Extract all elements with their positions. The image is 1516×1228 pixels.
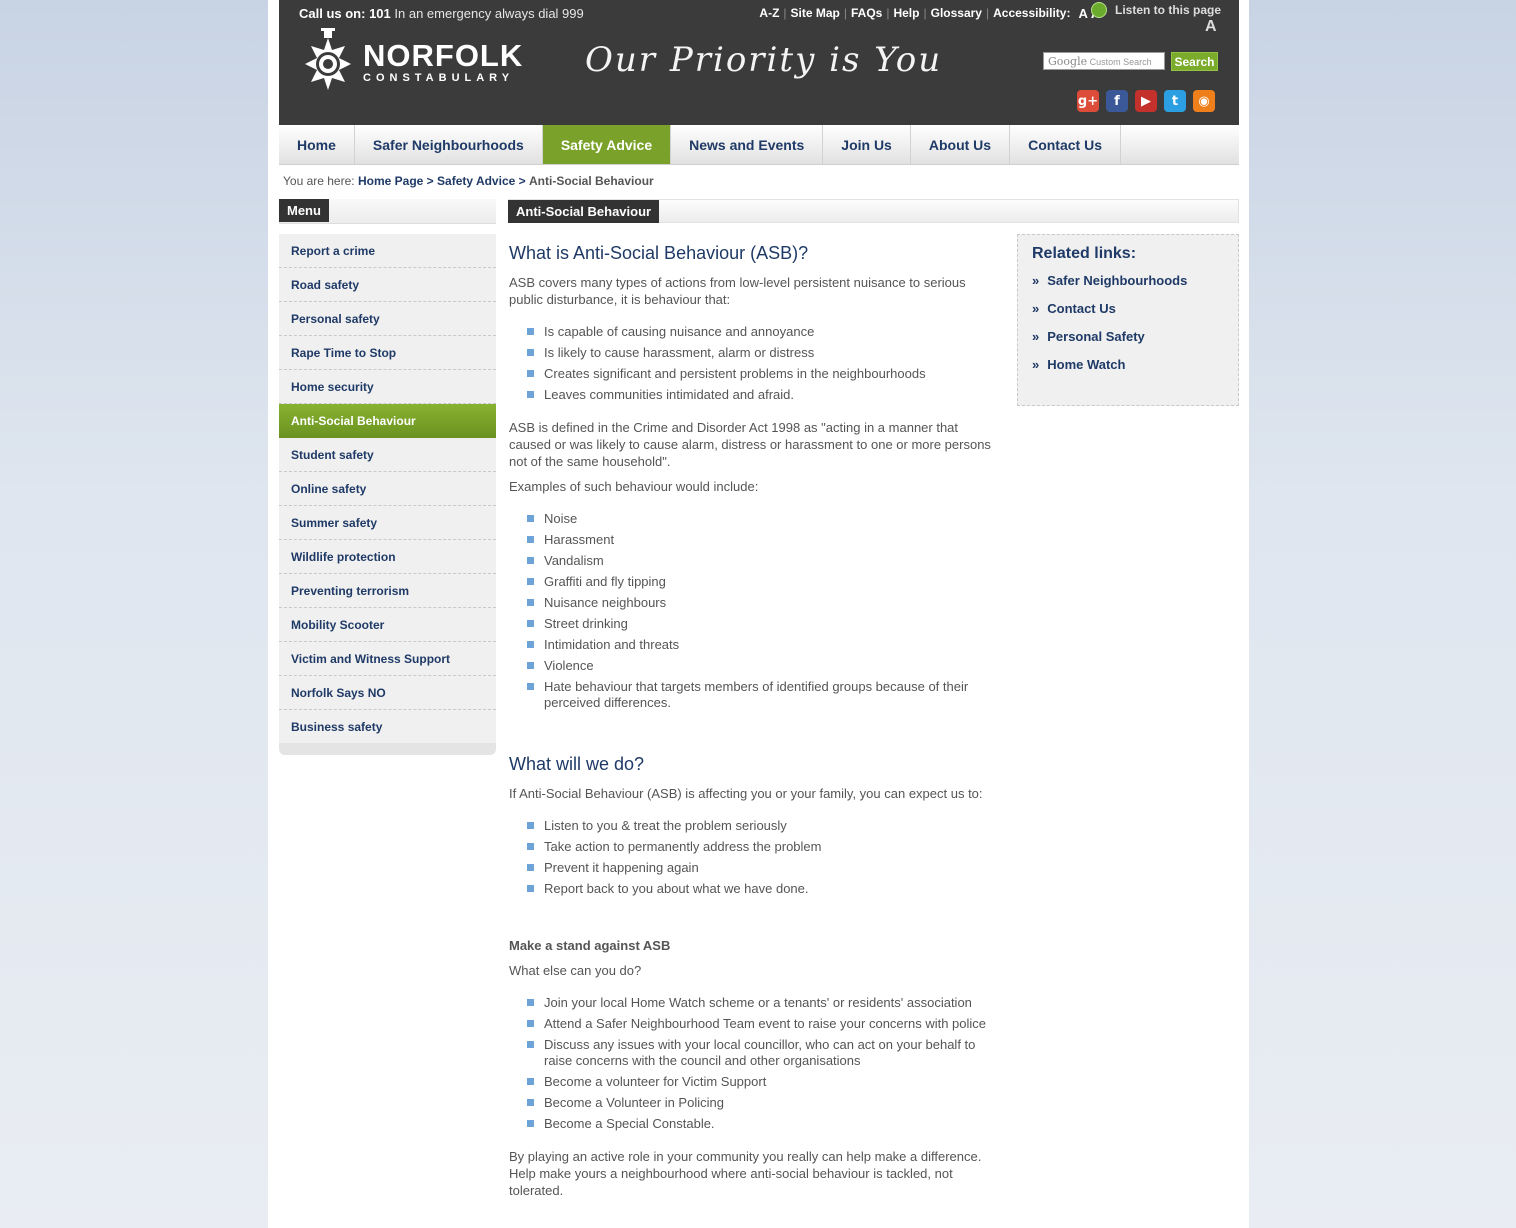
faqs-link[interactable]: FAQs xyxy=(851,6,883,20)
sidebar-item-summer-safety[interactable]: Summer safety xyxy=(279,506,496,540)
search-input[interactable] xyxy=(1043,52,1165,70)
utility-links: A-Z | Site Map | FAQs | Help | Glossary | Accessibility: A xyxy=(759,5,1101,21)
actions-list xyxy=(509,818,1001,897)
sidebar-title: Menu xyxy=(279,199,329,222)
list-item: Leaves communities intimidated and afraid. xyxy=(527,387,1001,403)
nav-tab-join-us[interactable]: Join Us xyxy=(823,125,911,164)
sidebar-item-mobility-scooter[interactable]: Mobility Scooter xyxy=(279,608,496,642)
breadcrumb-prefix: You are here: xyxy=(283,174,355,188)
double-chevron-icon: » xyxy=(1032,329,1040,344)
text-size-small-button[interactable]: A xyxy=(1078,5,1088,21)
search-placeholder: Custom Search xyxy=(1089,57,1152,67)
double-chevron-icon: » xyxy=(1032,273,1040,288)
content-header xyxy=(508,199,1239,223)
list-item: Take action to permanently address the problem xyxy=(527,839,1001,855)
sidebar-menu xyxy=(279,234,496,755)
main-nav xyxy=(279,125,1239,165)
sidebar-item-online-safety[interactable]: Online safety xyxy=(279,472,496,506)
breadcrumb-safety-advice[interactable]: Safety Advice xyxy=(437,174,516,188)
else-intro: What else can you do? xyxy=(509,963,642,978)
list-item: Report back to you about what we have done. xyxy=(527,881,1001,897)
call-us-text: Call us on: 101 In an emergency always dial 999 xyxy=(299,6,584,21)
list-item: Prevent it happening again xyxy=(527,860,1001,876)
list-item: Become a volunteer for Victim Support xyxy=(527,1074,1001,1090)
list-item: Intimidation and threats xyxy=(527,637,1001,653)
intro-paragraph: ASB covers many types of actions from low-level persistent nuisance to serious public disturbance, it is behaviour that: xyxy=(509,275,966,307)
related-link-contact-us[interactable]: » Contact Us xyxy=(1032,301,1116,316)
site-map-link[interactable]: Site Map xyxy=(790,6,840,20)
sidebar-item-business-safety[interactable]: Business safety xyxy=(291,720,383,734)
heading-what-is-asb: What is Anti-Social Behaviour (ASB)? xyxy=(509,243,809,263)
sidebar-item-rape-time-to-stop[interactable]: Rape Time to Stop xyxy=(279,336,496,370)
text-size-large-button[interactable]: A xyxy=(1205,18,1217,35)
sidebar-item-wildlife-protection[interactable]: Wildlife protection xyxy=(279,540,496,574)
list-item: Discuss any issues with your local councillor, who can act on your behalf to raise concerns with the council and other organisations xyxy=(527,1037,1001,1069)
list-item: Violence xyxy=(527,658,1001,674)
list-item: Street drinking xyxy=(527,616,1001,632)
breadcrumb-home[interactable]: Home Page xyxy=(357,174,424,188)
list-item: Hate behaviour that targets members of identified groups because of their perceived differences. xyxy=(527,679,1001,711)
az-link[interactable]: A-Z xyxy=(759,6,780,20)
nav-tab-contact-us[interactable]: Contact Us xyxy=(1010,125,1121,164)
emergency-text: In an emergency always dial 999 xyxy=(394,6,584,21)
sidebar-item-norfolk-says-no[interactable]: Norfolk Says NO xyxy=(279,676,496,710)
breadcrumb: You are here: Home Page > Safety Advice > Anti-Social Behaviour xyxy=(283,174,654,188)
site-logo[interactable] xyxy=(363,40,523,84)
list-item: Attend a Safer Neighbourhood Team event to raise your concerns with police xyxy=(527,1016,1001,1032)
related-links-title: Related links: xyxy=(1032,245,1137,262)
content-title: Anti-Social Behaviour xyxy=(508,200,659,223)
logo-line-norfolk: NORFOLK xyxy=(363,38,524,73)
help-link[interactable]: Help xyxy=(893,6,920,20)
rss-icon[interactable]: ◉ xyxy=(1193,90,1215,112)
heading-what-will-we-do: What will we do? xyxy=(509,754,645,774)
headphones-icon xyxy=(1091,2,1107,18)
behaviour-list xyxy=(509,324,1001,403)
list-item: Vandalism xyxy=(527,553,1001,569)
examples-intro: Examples of such behaviour would include: xyxy=(509,479,759,494)
sidebar-item-victim-and-witness-support[interactable]: Victim and Witness Support xyxy=(279,642,496,676)
list-item: Is likely to cause harassment, alarm or distress xyxy=(527,345,1001,361)
examples-list xyxy=(509,511,1001,711)
listen-label: Listen to this page xyxy=(1115,3,1222,17)
definition-paragraph: ASB is defined in the Crime and Disorder Act 1998 as "acting in a manner that caused or was likely to cause alarm, distress or harassment to one or more persons not of the same household". xyxy=(509,420,991,469)
what-intro: If Anti-Social Behaviour (ASB) is affecting you or your family, you can expect us to: xyxy=(509,786,983,801)
list-item: Harassment xyxy=(527,532,1001,548)
nav-tab-safety-advice[interactable]: Safety Advice xyxy=(543,125,671,164)
list-item: Is capable of causing nuisance and annoyance xyxy=(527,324,1001,340)
main-content xyxy=(509,238,1001,1207)
related-link-home-watch[interactable]: » Home Watch xyxy=(1032,357,1126,372)
heading-make-a-stand: Make a stand against ASB xyxy=(509,938,671,953)
search-button[interactable]: Search xyxy=(1171,52,1218,71)
double-chevron-icon: » xyxy=(1032,357,1040,372)
nav-tab-home[interactable]: Home xyxy=(279,125,355,164)
sidebar-item-anti-social-behaviour[interactable]: Anti-Social Behaviour xyxy=(279,404,496,438)
related-links-panel xyxy=(1017,234,1239,406)
list-item: Nuisance neighbours xyxy=(527,595,1001,611)
list-item: Creates significant and persistent problems in the neighbourhoods xyxy=(527,366,1001,382)
sidebar-item-home-security[interactable]: Home security xyxy=(279,370,496,404)
sidebar-item-report-a-crime[interactable]: Report a crime xyxy=(279,234,496,268)
what-else-list xyxy=(509,995,1001,1132)
breadcrumb-current: Anti-Social Behaviour xyxy=(529,174,654,188)
sidebar-item-personal-safety[interactable]: Personal safety xyxy=(279,302,496,336)
site-header xyxy=(279,0,1239,125)
google-plus-icon[interactable]: g+ xyxy=(1077,90,1099,112)
glossary-link[interactable]: Glossary xyxy=(930,6,982,20)
list-item: Become a Volunteer in Policing xyxy=(527,1095,1001,1111)
google-logo: Google xyxy=(1048,55,1088,68)
youtube-icon[interactable]: ▶ xyxy=(1135,90,1157,112)
nav-tab-safer-neighbourhoods[interactable]: Safer Neighbourhoods xyxy=(355,125,543,164)
list-item: Listen to you & treat the problem seriously xyxy=(527,818,1001,834)
nav-tab-news-and-events[interactable]: News and Events xyxy=(671,125,823,164)
list-item: Noise xyxy=(527,511,1001,527)
sidebar-item-road-safety[interactable]: Road safety xyxy=(279,268,496,302)
social-links xyxy=(1077,90,1215,112)
facebook-icon[interactable]: f xyxy=(1106,90,1128,112)
call-number: 101 xyxy=(369,6,391,21)
nav-tab-about-us[interactable]: About Us xyxy=(911,125,1010,164)
double-chevron-icon: » xyxy=(1032,301,1040,316)
logo-line-constabulary: CONSTABULARY xyxy=(363,72,515,84)
list-item: Join your local Home Watch scheme or a tenants' or residents' association xyxy=(527,995,1001,1011)
accessibility-label: Accessibility: xyxy=(993,6,1071,20)
slogan: Our Priority is You xyxy=(585,40,943,80)
list-item: Become a Special Constable. xyxy=(527,1116,1001,1132)
list-item: Graffiti and fly tipping xyxy=(527,574,1001,590)
closing-paragraph: By playing an active role in your community you really can help make a difference. Help make yours a neighbourhood where anti-social behaviour is tackled, not tolerated. xyxy=(509,1149,982,1198)
listen-to-page-button[interactable] xyxy=(1091,2,1221,18)
police-star-badge-icon[interactable] xyxy=(299,28,357,100)
sidebar-item-student-safety[interactable]: Student safety xyxy=(279,438,496,472)
sidebar-item-preventing-terrorism[interactable]: Preventing terrorism xyxy=(279,574,496,608)
related-link-safer-neighbourhoods[interactable]: » Safer Neighbourhoods xyxy=(1032,273,1188,288)
twitter-icon[interactable]: t xyxy=(1164,90,1186,112)
sidebar-header xyxy=(279,199,496,224)
related-link-personal-safety[interactable]: » Personal Safety xyxy=(1032,329,1145,344)
